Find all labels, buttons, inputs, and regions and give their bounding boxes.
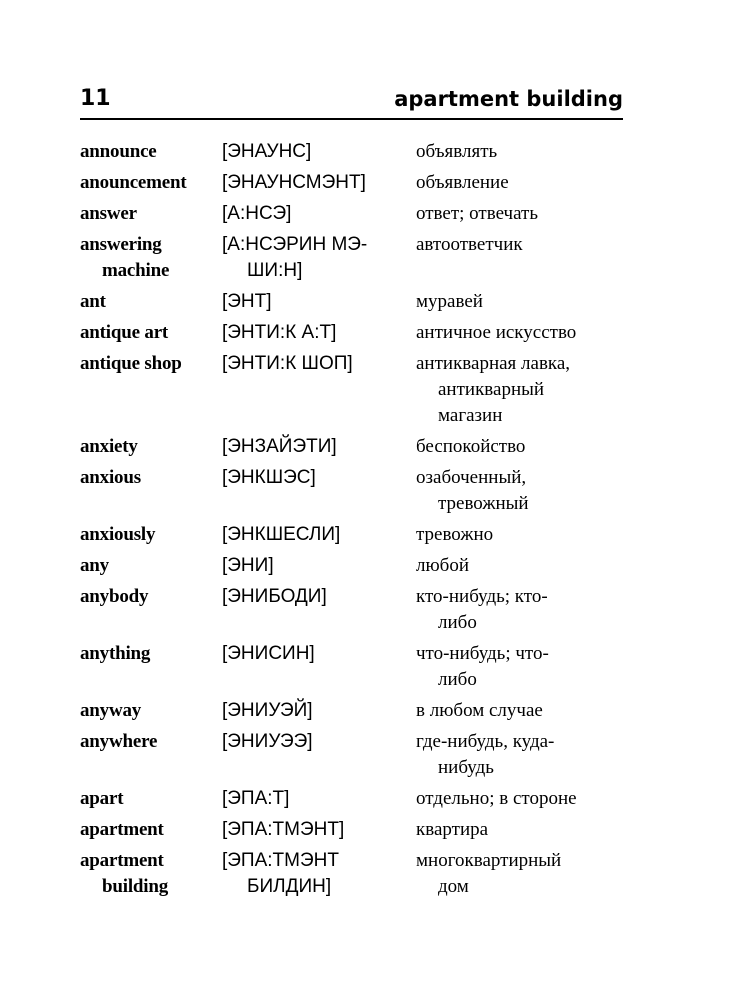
dictionary-entry: [80, 434, 640, 465]
translation: муравей: [416, 291, 483, 312]
transcription: [ЭНТИ:К А:Т]: [222, 322, 337, 343]
transcription: [А:НСЭ]: [222, 203, 292, 224]
transcription: [ЭНАУНС]: [222, 141, 312, 162]
dictionary-entry: [80, 786, 640, 817]
translation: беспокойство: [416, 436, 526, 457]
headword: antique shop: [80, 353, 182, 374]
translation: квартира: [416, 819, 489, 840]
transcription: [ЭНТ]: [222, 291, 272, 312]
dictionary-entry: [80, 698, 640, 729]
headword: anxiously: [80, 524, 156, 545]
translation: объявлять: [416, 141, 498, 162]
dictionary-entry: [80, 170, 640, 201]
transcription: [ЭНТИ:К ШОП]: [222, 353, 353, 374]
transcription: [ЭНИ]: [222, 555, 274, 576]
guide-word: apartment building: [394, 87, 623, 111]
dictionary-entry: [80, 817, 640, 848]
transcription: [ЭПА:Т]: [222, 788, 290, 809]
translation: автоответчик: [416, 234, 523, 255]
translation: ответ; отвечать: [416, 203, 539, 224]
dictionary-entry: [80, 641, 640, 698]
page-number: 11: [80, 86, 111, 111]
transcription: [ЭНИСИН]: [222, 643, 315, 664]
entry-list: [80, 139, 640, 905]
dictionary-entry: [80, 232, 640, 289]
dictionary-entry: [80, 139, 640, 170]
translation: многоквартирный дом: [416, 850, 562, 897]
headword: apartment building: [80, 850, 169, 897]
headword: answer: [80, 203, 137, 224]
headword: ant: [80, 291, 106, 312]
headword: apart: [80, 788, 124, 809]
dictionary-entry: [80, 848, 640, 905]
transcription: [ЭНИБОДИ]: [222, 586, 327, 607]
dictionary-entry: [80, 320, 640, 351]
dictionary-entry: [80, 351, 640, 434]
dictionary-entry: [80, 553, 640, 584]
transcription: [ЭПА:ТМЭНТ БИЛДИН]: [222, 850, 339, 897]
headword: announce: [80, 141, 157, 162]
headword: answering machine: [80, 234, 170, 281]
dictionary-entry: [80, 465, 640, 522]
headword: anxiety: [80, 436, 138, 457]
headword: anouncement: [80, 172, 187, 193]
translation: антикварная лавка, антикварный магазин: [416, 353, 571, 426]
headword: anybody: [80, 586, 149, 607]
translation: объявление: [416, 172, 509, 193]
translation: античное искусство: [416, 322, 577, 343]
headword: anywhere: [80, 731, 158, 752]
running-head: [80, 82, 623, 120]
dictionary-entry: [80, 289, 640, 320]
translation: озабоченный, тревожный: [416, 467, 529, 514]
transcription: [А:НСЭРИН МЭ- ШИ:Н]: [222, 234, 368, 281]
headword: any: [80, 555, 109, 576]
translation: кто-нибудь; кто- либо: [416, 586, 548, 633]
translation: любой: [416, 555, 470, 576]
transcription: [ЭНЗАЙЭТИ]: [222, 436, 337, 457]
headword: anxious: [80, 467, 141, 488]
headword: apartment: [80, 819, 164, 840]
headword: anyway: [80, 700, 142, 721]
transcription: [ЭНИУЭЭ]: [222, 731, 313, 752]
dictionary-entry: [80, 584, 640, 641]
dictionary-entry: [80, 522, 640, 553]
transcription: [ЭНКШЕСЛИ]: [222, 524, 341, 545]
transcription: [ЭНКШЭС]: [222, 467, 316, 488]
transcription: [ЭНИУЭЙ]: [222, 700, 313, 721]
dictionary-entry: [80, 201, 640, 232]
translation: отдельно; в стороне: [416, 788, 577, 809]
transcription: [ЭПА:ТМЭНТ]: [222, 819, 345, 840]
headword: anything: [80, 643, 151, 664]
headword: antique art: [80, 322, 169, 343]
dictionary-entry: [80, 729, 640, 786]
translation: в любом случае: [416, 700, 543, 721]
transcription: [ЭНАУНСМЭНТ]: [222, 172, 366, 193]
translation: что-нибудь; что- либо: [416, 643, 549, 690]
translation: тревожно: [416, 524, 494, 545]
translation: где-нибудь, куда- нибудь: [416, 731, 555, 778]
